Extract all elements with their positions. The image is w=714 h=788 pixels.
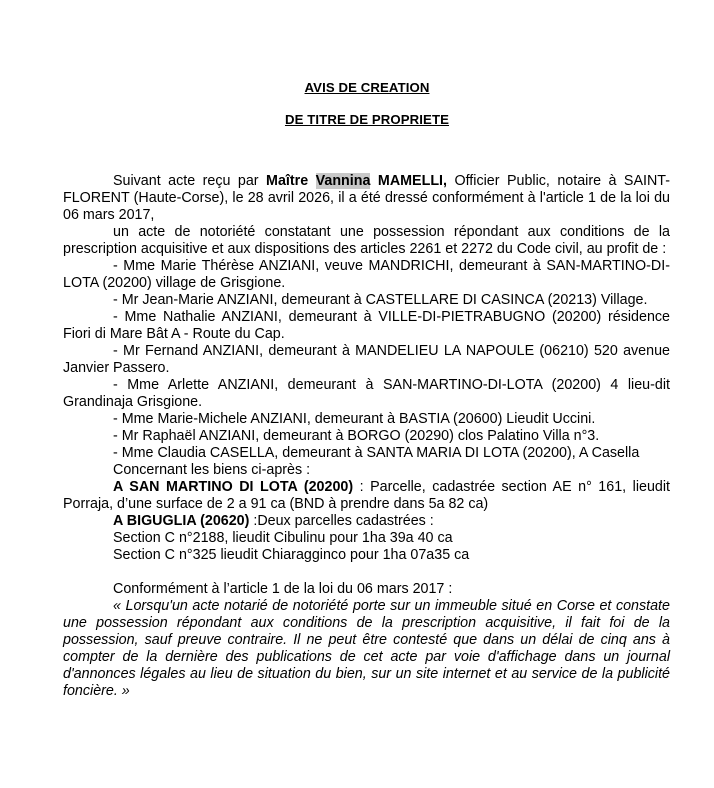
beneficiary-item: - Mme Marie-Michele ANZIANI, demeurant à BASTIA (20600) Lieudit Uccini. — [113, 411, 596, 427]
bien-2 — [63, 513, 670, 530]
intro-prefix: Suivant acte reçu par — [113, 173, 267, 189]
intro-paragraph — [63, 173, 670, 224]
bien-2-place: A BIGUGLIA (20620) — [113, 513, 250, 529]
notary-lastname: MAMELLI, — [370, 173, 448, 189]
title-line-2: DE TITRE DE PROPRIETE — [284, 112, 450, 127]
bien-1 — [63, 479, 670, 513]
acte-paragraph: un acte de notoriété constatant une possession répondant aux conditions de la prescription acquisitive et aux dispositions des articles 2261 et 2272 du Code civil, au profit de : — [63, 224, 670, 257]
bien-1-place: A SAN MARTINO DI LOTA (20200) — [113, 479, 354, 495]
beneficiary-item: - Mme Marie Thérèse ANZIANI, veuve MANDRICHI, demeurant à SAN-MARTINO-DI-LOTA (20200) village de Grisgione. — [63, 258, 670, 291]
notary-firstname: Vannina — [315, 173, 371, 189]
document-body — [63, 173, 670, 700]
biens-intro: Concernant les biens ci-après : — [113, 462, 311, 478]
beneficiary-item: - Mr Jean-Marie ANZIANI, demeurant à CASTELLARE DI CASINCA (20213) Village. — [113, 292, 648, 308]
bien-2-text: :Deux parcelles cadastrées : — [249, 513, 434, 529]
notary-title: Maître — [266, 173, 316, 189]
conformity-line: Conformément à l’article 1 de la loi du 06 mars 2017 : — [113, 581, 453, 597]
beneficiary-item: - Mr Raphaël ANZIANI, demeurant à BORGO (20290) clos Palatino Villa n°3. — [113, 428, 600, 444]
beneficiary-item: - Mme Nathalie ANZIANI, demeurant à VILLE-DI-PIETRABUGNO (20200) résidence Fiori di Mare Bât A - Route du Cap. — [63, 309, 670, 342]
beneficiary-item: - Mme Arlette ANZIANI, demeurant à SAN-MARTINO-DI-LOTA (20200) 4 lieu-dit Grandinaja Grisgione. — [63, 377, 670, 410]
law-quote: « Lorsqu'un acte notarié de notoriété porte sur un immeuble situé en Corse et constate une possession répondant aux conditions de la prescription acquisitive, il fait foi de la possession, sauf preuve contraire. Il ne peut être contesté que dans un délai de cinq ans à compter de la dernière des publications de cet acte par voie d'affichage dans un journal d'annonces légales au lieu de situation du bien, sur un site internet et au service de la publicité foncière. » — [63, 598, 670, 699]
beneficiary-item: - Mme Claudia CASELLA, demeurant à SANTA MARIA DI LOTA (20200), A Casella — [113, 445, 640, 461]
intro-rest: Officier Public, notaire à SAINT-FLORENT (Haute-Corse), le 28 avril 2026, il a été dressé conformément à l'article 1 de la loi du 06 mars 2017, — [63, 173, 670, 223]
parcel-item: Section C n°325 lieudit Chiaragginco pour 1ha 07a35 ca — [113, 547, 470, 563]
title-line-1: AVIS DE CREATION — [304, 80, 430, 95]
beneficiary-item: - Mr Fernand ANZIANI, demeurant à MANDELIEU LA NAPOULE (06210) 520 avenue Janvier Passero. — [63, 343, 670, 376]
bien-1-text: : Parcelle, cadastrée section AE n° 161, lieudit Porraja, d’une surface de 2 a 91 ca (BND à prendre dans 5a 82 ca) — [63, 479, 670, 512]
spacer — [63, 564, 670, 581]
parcel-item: Section C n°2188, lieudit Cibulinu pour 1ha 39a 40 ca — [113, 530, 453, 546]
